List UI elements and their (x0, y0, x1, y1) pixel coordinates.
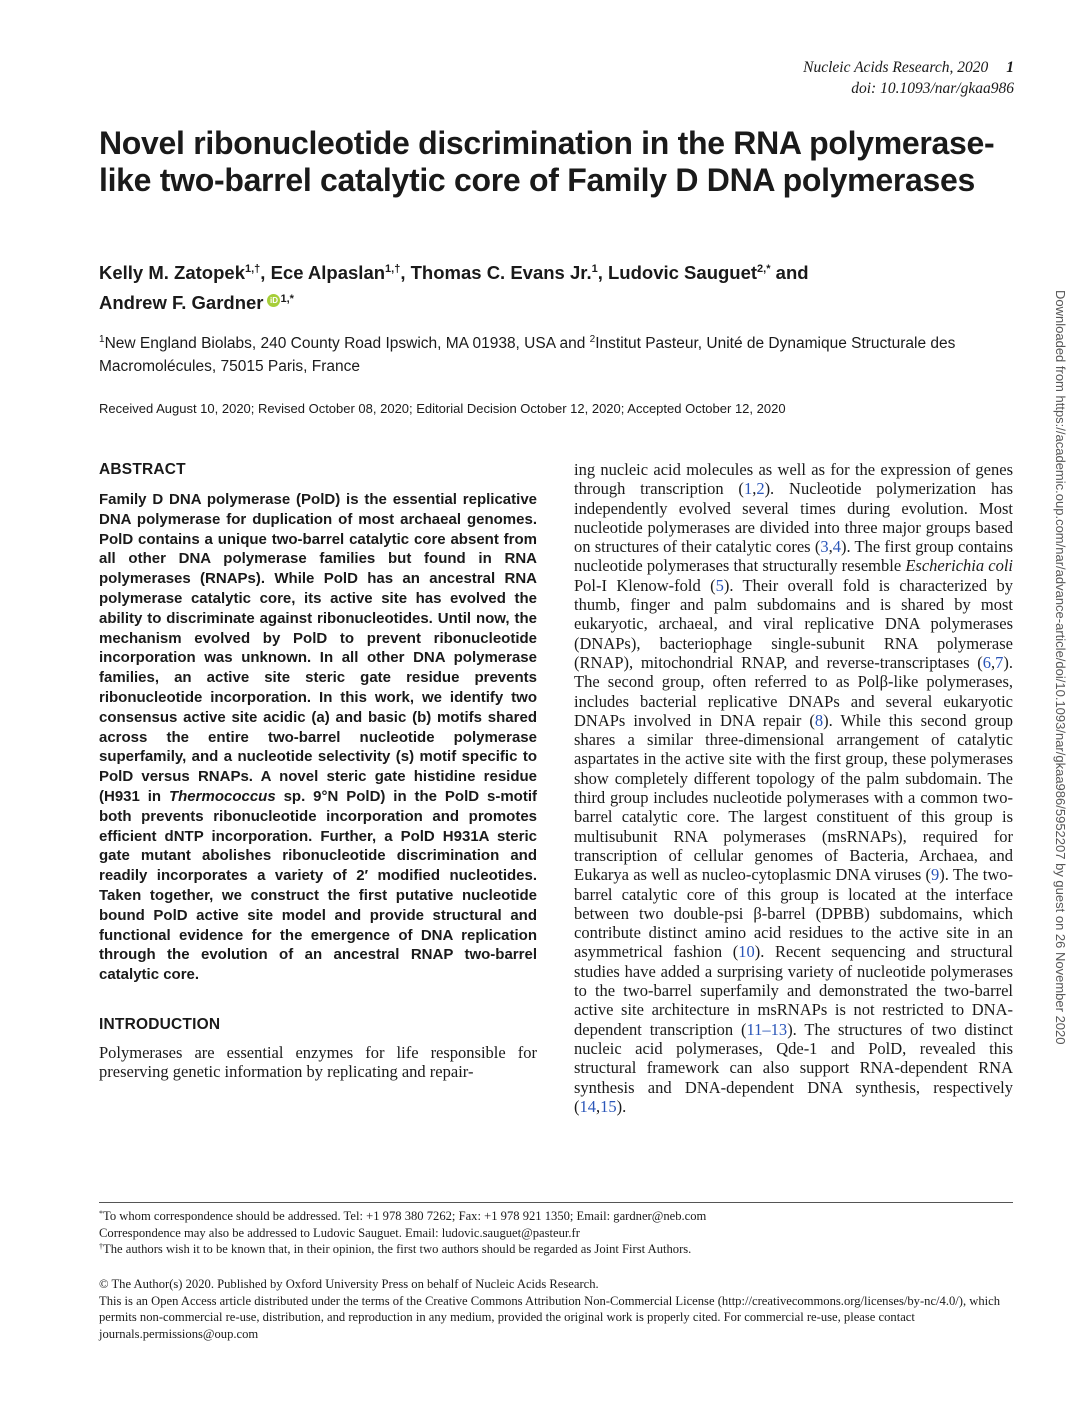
left-column (99, 460, 537, 1082)
author-affil-marker: 1,† (244, 263, 261, 275)
affiliations: $^1$New England Biolabs, 240 County Road Ipswich, MA 01938, USA and $^2$Institut Pasteur, Unité de Dynamique Structurale des Macromolécules, 75015 Paris, France (99, 334, 956, 375)
abstract-body: Family D DNA polymerase (PolD) is the essential replicative DNA polymerase for duplication of most archaeal genomes. PolD contains a unique two-barrel catalytic core absent from all other DNA polymerase families but found in RNA polymerases (RNAPs). While PolD has an ancestral RNA polymerase catalytic core, its active site has evolved the ability to discriminate against ribonucleotides. Until now, the mechanism evolved by PolD to prevent ribonucleotide incorporation was unknown. In all other DNA polymerase families, an active site steric gate residue prevents ribonucleotide incorporation. In this work, we identify two consensus active site acidic (a) and basic (b) motifs shared across the entire two-barrel nucleotide polymerase superfamily, and a nucleotide selectivity (s) motif specific to PolD versus RNAPs. A novel steric gate histidine residue (H931 in Thermococcus sp. 9°N PolD) in the PolD s-motif both prevents ribonucleotide incorporation and promotes efficient dNTP incorporation. Further, a PolD H931A steric gate mutant abolishes ribonucleotide discrimination and readily incorporates a variety of 2′ modified nucleotides. Taken together, we construct the first putative nucleotide bound PolD active site model and provide structural and functional evidence for the emergence of DNA replication through the evolution of an ancestral RNAP two-barrel catalytic core. (99, 491, 537, 984)
citation-link[interactable]: 3 (820, 537, 829, 557)
article-title: Novel ribonucleotide discrimination in the RNA polymerase-like two-barrel catalytic core of Family D DNA polymerases (99, 125, 995, 198)
author-name: Andrew F. Gardner (99, 292, 264, 313)
orcid-icon[interactable]: iD (267, 294, 280, 307)
author-name: Thomas C. Evans Jr. (410, 262, 592, 283)
author-affil-marker: 1,* (280, 293, 294, 305)
author-affil-marker: 1,† (385, 263, 401, 275)
author-list: Kelly M. Zatopek$^{1,\dagger}$, Ece Alpaslan$^{1,\dagger}$, Thomas C. Evans Jr.$^1$, Ludovic Sauguet$^{2,*}$ and Andrew F. Gardner iD $^{1,*}$ (99, 262, 809, 313)
correspondence-note: *To whom correspondence should be addressed. Tel: +1 978 380 7262; Fax: +1 978 921 1350; Email: gardner@neb.com (99, 1209, 707, 1223)
doi[interactable]: doi: 10.1093/nar/gkaa986 (851, 80, 1014, 97)
copyright-line: © The Author(s) 2020. Published by Oxford University Press on behalf of Nucleic Acids Research. (99, 1277, 599, 1291)
page-number: 1 (1006, 59, 1014, 76)
author-name: Ece Alpaslan (270, 262, 386, 283)
citation-link[interactable]: 1 (743, 479, 753, 499)
citation-link[interactable]: 10 (738, 942, 755, 962)
joint-authors-note: †The authors wish it to be known that, in their opinion, the first two authors should be regarded as Joint First Authors. (99, 1242, 692, 1256)
introduction-text-left: Polymerases are essential enzymes for life responsible for preserving genetic information by replicating and repair- (99, 1042, 537, 1082)
introduction-text-right: ing nucleic acid molecules as well as for the expression of genes through transcription (1,2). Nucleotide polymerization has independently evolved several times during evolution. Most nucleotide polymerases are divided into three major groups based on structures of their catalytic cores (3,4). The first group contains nucleotide polymerases that structurally resemble Escherichia coli Pol-I Klenow-fold (5). Their overall fold is characterized by thumb, finger and palm subdomains and is shared by most eukaryotic, archaeal, and viral replicative DNA polymerases (DNAPs), bacteriophage single-subunit RNA polymerase (RNAP), mitochondrial RNAP, and reverse-transcriptases (6,7). The second group, often referred to as Polβ-like polymerases, includes bacterial replicative DNAPs and several eukaryotic DNAPs involved in DNA repair (8). While this second group shares a similar three-dimensional arrangement of catalytic aspartates in the active site with the first group, these polymerases show completely different topology of the palm subdomain. The third group includes nucleotide polymerases with a common two-barrel catalytic core. The largest constituent of this group is multisubunit RNA polymerases (msRNAPs), required for transcription of cellular genomes of Bacteria, Archaea, and Eukarya as well as nucleo-cytoplasmic DNA viruses (9). The two-barrel catalytic core of this group is located at the interface between two double-psi β-barrel (DPBB) subdomains, which contribute distinct amino acid residues to the active site in an asymmetrical fashion (10). Recent sequencing and structural studies have added a surprising variety of nucleotide polymerases to the two-barrel superfamily and demonstrated the two-barrel active site architecture in msRNAPs is not restricted to DNA-dependent transcription (11–13). The structures of two distinct nucleic acid polymerases, Qde-1 and PolD, revealed this structural framework can also support RNA-dependent RNA synthesis and DNA-dependent DNA synthesis, respectively (14,15). (574, 460, 1014, 1116)
citation-link[interactable]: 8 (814, 710, 824, 730)
citation-link[interactable]: 2 (756, 479, 765, 499)
journal-name: Nucleic Acids Research, 2020 (803, 59, 989, 76)
citation-link[interactable]: 7 (995, 652, 1004, 672)
correspondence-note-2: Correspondence may also be addressed to Ludovic Sauguet. Email: ludovic.sauguet@pasteur.fr (99, 1225, 580, 1240)
citation-link[interactable]: 4 (832, 537, 841, 557)
license-text: This is an Open Access article distributed under the terms of the Creative Commons Attribution Non-Commercial License (http://creativecommons.org/licenses/by-nc/4.0/), which permits non-commercial re-use, distribution, and reproduction in any medium, provided the original work is properly cited. For commercial re-use, please contact journals.permissions@oup.com (99, 1293, 1001, 1341)
author-name: Kelly M. Zatopek (99, 262, 245, 283)
author-affil-marker: 2,* (757, 263, 771, 275)
author-affil-marker: 1 (591, 263, 598, 275)
citation-link[interactable]: 5 (715, 575, 724, 595)
introduction-heading: INTRODUCTION (99, 1015, 221, 1033)
citation-link[interactable]: 6 (982, 652, 991, 672)
citation-link[interactable]: 9 (931, 865, 940, 885)
citation-link[interactable]: 14 (579, 1096, 596, 1116)
citation-link[interactable]: 15 (600, 1096, 617, 1116)
citation-link[interactable]: 11–13 (746, 1019, 788, 1039)
license-block (99, 1276, 1013, 1342)
author-name: Ludovic Sauguet (608, 262, 758, 283)
abstract-heading: ABSTRACT (99, 461, 186, 478)
footnote-divider (99, 1202, 1013, 1203)
footnotes (99, 1208, 1013, 1258)
running-head (803, 57, 1014, 99)
received-dates: Received August 10, 2020; Revised October 08, 2020; Editorial Decision October 12, 2020; Accepted October 12, 2020 (99, 401, 786, 416)
download-watermark: Downloaded from https://academic.oup.com/nar/advance-article/doi/10.1093/nar/gkaa986/5952207 by guest on 26 November 2020 (1053, 290, 1068, 1045)
right-column (574, 460, 1013, 1116)
